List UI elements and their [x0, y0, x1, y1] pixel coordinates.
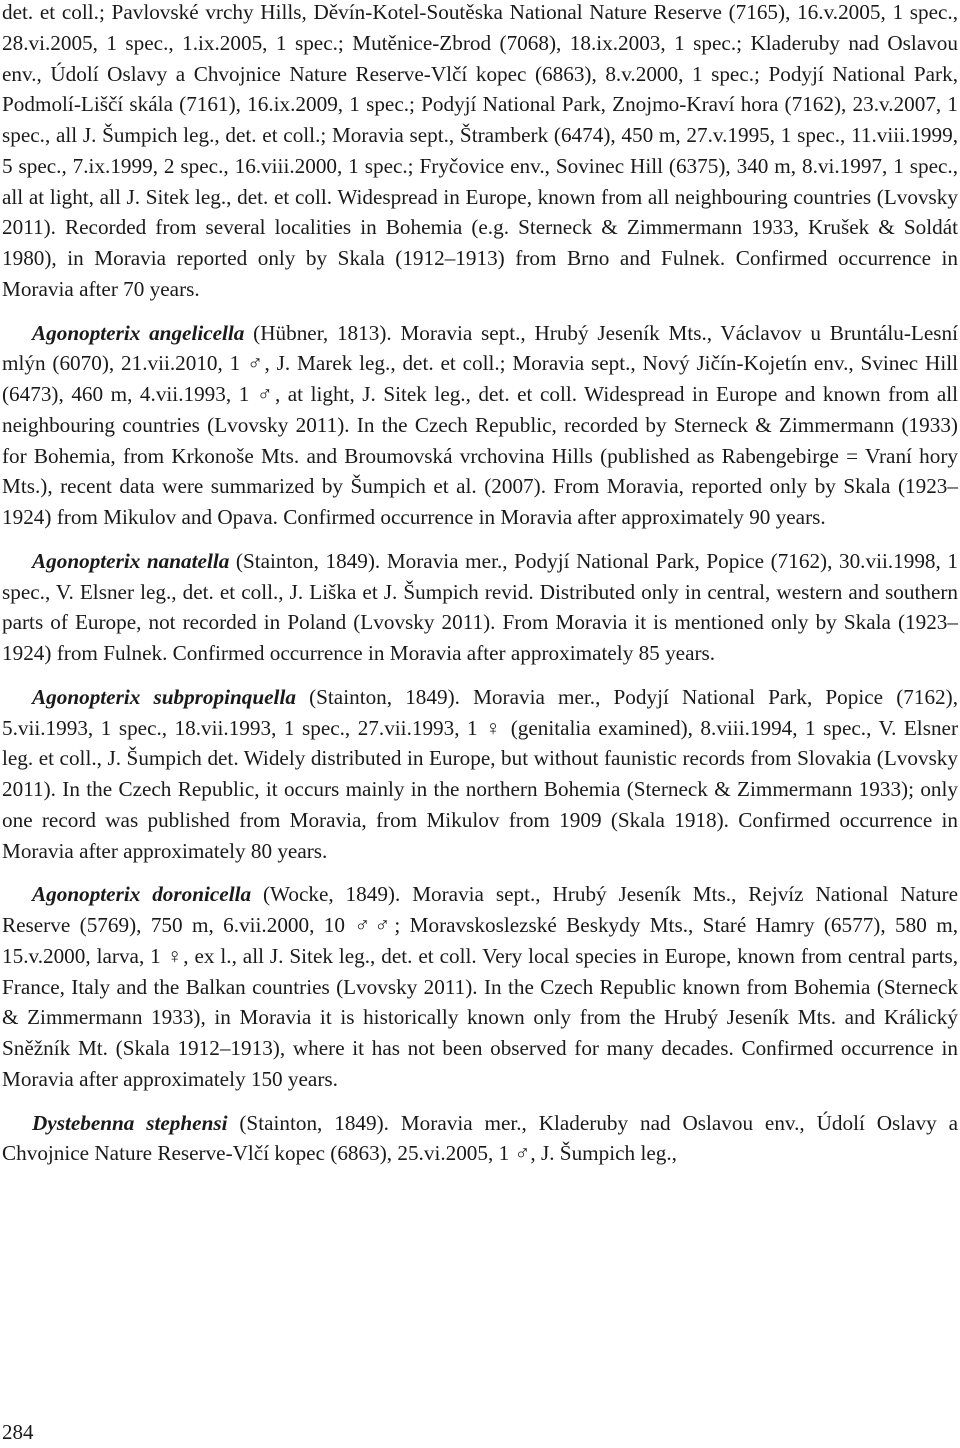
- species-name: Agonopterix subpropinquella: [32, 684, 296, 709]
- page-number: 284: [2, 1420, 34, 1444]
- species-entry: [2, 546, 958, 669]
- species-author: (Stainton, 1849).: [239, 1110, 389, 1135]
- species-name: Dystebenna stephensi: [32, 1110, 228, 1135]
- paragraph-text: Moravia sept., Hrubý Jeseník Mts., Václavov u Bruntálu-Lesní mlýn (6070), 21.vii.2010, 1 ♂, J. Marek leg., det. et coll.; Moravia sept., Nový Jičín-Kojetín env., Svinec Hill (6473), 460 m, 4.vii.1993, 1 ♂, at light, J. Sitek leg., det. et coll. Widespread in Europe and known from all neighbouring countries (Lvovsky 2011). In the Czech Republic, recorded by Sterneck & Zimmermann (1933) for Bohemia, from Krkonoše Mts. and Broumovská vrchovina Hills (published as Rabengebirge = Vraní hory Mts.), recent data were summarized by Šumpich et al. (2007). From Moravia, reported only by Skala (1923–1924) from Mikulov and Opava. Confirmed occurrence in Moravia after approximately 90 years.: [2, 320, 958, 529]
- species-author: (Hübner, 1813).: [253, 320, 392, 345]
- species-author: (Wocke, 1849).: [263, 882, 401, 907]
- paragraph-continued: [2, 0, 958, 305]
- species-entry: [2, 1108, 958, 1170]
- paragraph-text: Moravia mer., Podyjí National Park, Popice (7162), 5.vii.1993, 1 spec., 18.vii.1993, 1 spec., 27.vii.1993, 1 ♀ (genitalia examined), 8.viii.1994, 1 spec., V. Elsner leg. et coll., J. Šumpich det. Widely distributed in Europe, but without faunistic records from Slovakia (Lvovsky 2011). In the Czech Republic, it occurs mainly in the northern Bohemia (Sterneck & Zimmermann 1933); only one record was published from Moravia, from Mikulov from 1909 (Skala 1918). Confirmed occurrence in Moravia after approximately 80 years.: [2, 684, 958, 863]
- species-entry: [2, 318, 958, 533]
- paragraph-text: det. et coll.; Pavlovské vrchy Hills, Děvín-Kotel-Soutěska National Nature Reserve (7165), 16.v.2005, 1 spec., 28.vi.2005, 1 spec., 1.ix.2005, 1 spec.; Mutěnice-Zbrod (7068), 18.ix.2003, 1 spec.; Kladeruby nad Oslavou env., Údolí Oslavy a Chvojnice Nature Reserve-Vlčí kopec (6863), 8.v.2000, 1 spec.; Podyjí National Park, Podmolí-Liščí skála (7161), 16.ix.2009, 1 spec.; Podyjí National Park, Znojmo-Kraví hora (7162), 23.v.2007, 1 spec., all J. Šumpich leg., det. et coll.; Moravia sept., Štramberk (6474), 450 m, 27.v.1995, 1 spec., 11.viii.1999, 5 spec., 7.ix.1999, 2 spec., 16.viii.2000, 1 spec.; Fryčovice env., Sovinec Hill (6375), 340 m, 8.vi.1997, 1 spec., all at light, all J. Sitek leg., det. et coll. Widespread in Europe, known from all neighbouring countries (Lvovsky 2011). Recorded from several localities in Bohemia (e.g. Sterneck & Zimmermann 1933, Krušek & Soldát 1980), in Moravia reported only by Skala (1912–1913) from Brno and Fulnek. Confirmed occurrence in Moravia after 70 years.: [2, 0, 958, 301]
- species-name: Agonopterix angelicella: [32, 320, 245, 345]
- species-entry: [2, 879, 958, 1094]
- species-name: Agonopterix doronicella: [32, 882, 252, 907]
- body-text: [2, 0, 958, 1169]
- species-author: (Stainton, 1849).: [309, 684, 460, 709]
- paragraph-text: Moravia sept., Hrubý Jeseník Mts., Rejvíz National Nature Reserve (5769), 750 m, 6.vii.2000, 10 ♂♂; Moravskoslezské Beskydy Mts., Staré Hamry (6577), 580 m, 15.v.2000, larva, 1 ♀, ex l., all J. Sitek leg., det. et coll. Very local species in Europe, known from central parts, France, Italy and the Balkan countries (Lvovsky 2011). In the Czech Republic known from Bohemia (Sterneck & Zimmermann 1933), in Moravia it is historically known only from the Hrubý Jeseník Mts. and Králický Sněžník Mt. (Skala 1912–1913), where it has not been observed for many decades. Confirmed occurrence in Moravia after approximately 150 years.: [2, 882, 958, 1091]
- species-entry: [2, 682, 958, 867]
- paragraph-text: Moravia mer., Kladeruby nad Oslavou env., Údolí Oslavy a Chvojnice Nature Reserve-Vlčí kopec (6863), 25.vi.2005, 1 ♂, J. Šumpich leg.,: [2, 1110, 959, 1166]
- paragraph-text: Moravia mer., Podyjí National Park, Popice (7162), 30.vii.1998, 1 spec., V. Elsner leg., det. et coll., J. Liška et J. Šumpich revid. Distributed only in central, western and southern parts of Europe, not recorded in Poland (Lvovsky 2011). From Moravia it is mentioned only by Skala (1923–1924) from Fulnek. Confirmed occurrence in Moravia after approximately 85 years.: [2, 548, 958, 665]
- species-name: Agonopterix nanatella: [32, 548, 230, 573]
- species-author: (Stainton, 1849).: [235, 548, 381, 573]
